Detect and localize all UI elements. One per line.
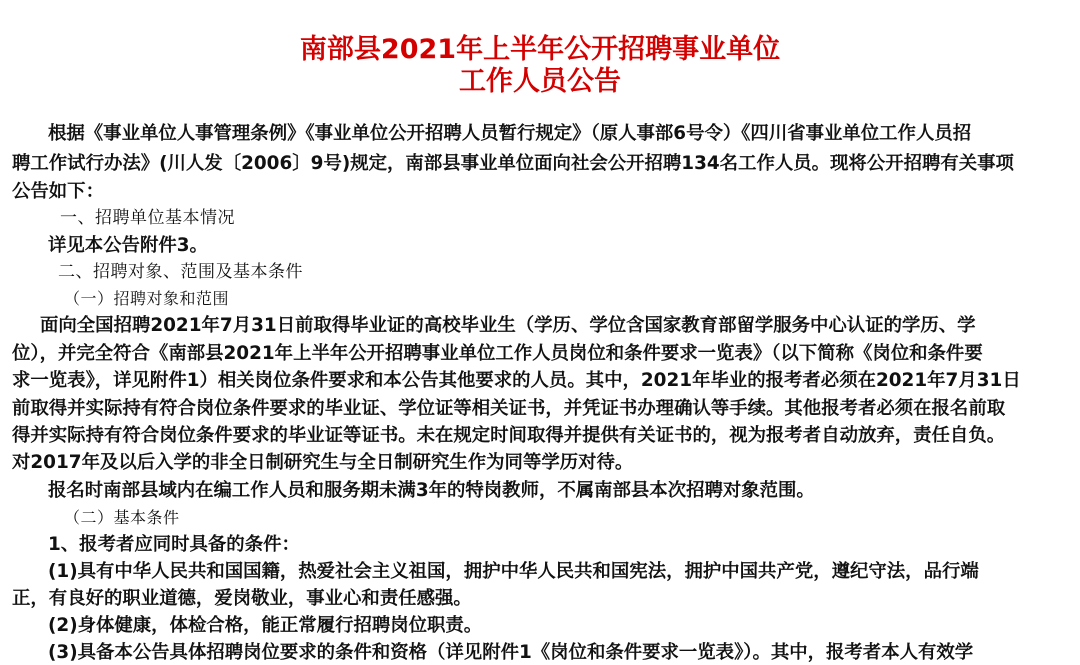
scope-line-5: 得并实际持有符合岗位条件要求的毕业证等证书。未在规定时间取得并提供有关证书的，视为报考者自动放弃，责任自负。 [12,425,1006,446]
conditions-intro: 1、报考者应同时具备的条件： [48,534,300,555]
scope-line-6: 对2017年及以后入学的非全日制研究生与全日制研究生作为同等学历对待。 [12,452,634,473]
intro-line-2: 聘工作试行办法》(川人发〔2006〕9号)规定，南部县事业单位面向社会公开招聘134名工作人员。现将公开招聘有关事项 [12,153,1014,174]
scope-line-4: 前取得并实际持有符合岗位条件要求的毕业证、学位证等相关证书，并凭证书办理确认等手续。其他报考者必须在报名前取 [12,398,1006,419]
condition-2: (2)身体健康，体检合格，能正常履行招聘岗位职责。 [48,615,483,636]
section-heading-1: 一、招聘单位基本情况 [60,208,235,228]
exclusion-note: 报名时南部县域内在编工作人员和服务期未满3年的特岗教师，不属南部县本次招聘对象范围。 [48,480,815,501]
announcement-title-line2: 工作人员公告 [459,66,621,97]
scope-line-1: 面向全国招聘2021年7月31日前取得毕业证的高校毕业生（学历、学位含国家教育部留学服务中心认证的学历、学 [40,315,976,336]
announcement-title-line1: 南部县2021年上半年公开招聘事业单位 [299,34,781,65]
condition-1-line-2: 正，有良好的职业道德，爱岗敬业，事业心和责任感强。 [12,588,472,609]
intro-line-3: 公告如下： [12,181,104,202]
scope-line-2: 位），并完全符合《南部县2021年上半年公开招聘事业单位工作人员岗位和条件要求一览表》（以下简称《岗位和条件要 [12,343,983,364]
condition-3: (3)具备本公告具体招聘岗位要求的条件和资格（详见附件1《岗位和条件要求一览表》）。其中，报考者本人有效学 [48,642,974,663]
scope-line-3: 求一览表》，详见附件1）相关岗位条件要求和本公告其他要求的人员。其中，2021年毕业的报考者必须在2021年7月31日 [12,370,1021,391]
subsection-heading-2: （二）基本条件 [64,508,180,527]
condition-1-line-1: (1)具有中华人民共和国国籍，热爱社会主义祖国，拥护中华人民共和国宪法，拥护中国共产党，遵纪守法，品行端 [48,561,979,582]
section-heading-2: 二、招聘对象、范围及基本条件 [58,262,303,282]
subsection-heading-1: （一）招聘对象和范围 [64,289,230,308]
intro-line-1: 根据《事业单位人事管理条例》《事业单位公开招聘人员暂行规定》（原人事部6号令）《四川省事业单位工作人员招 [48,123,972,144]
attachment-note: 详见本公告附件3。 [48,235,208,256]
